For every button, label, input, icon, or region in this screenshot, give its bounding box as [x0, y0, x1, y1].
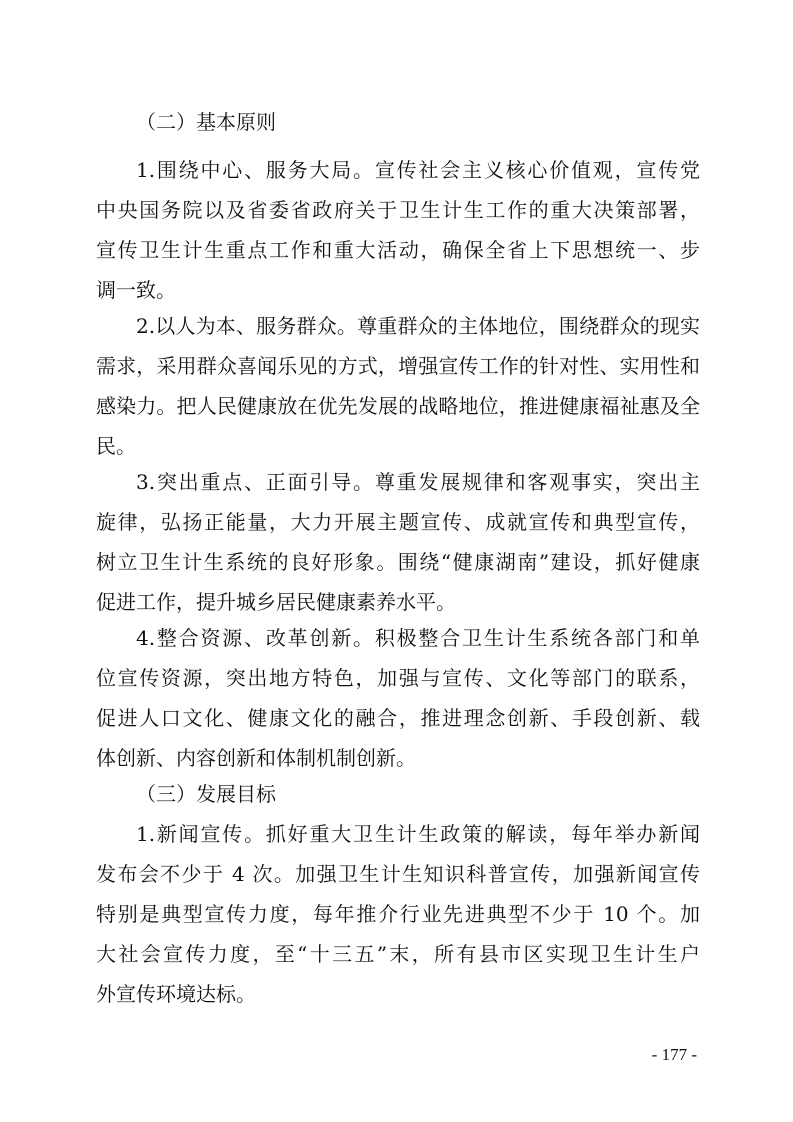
- text-line: 感染力。把人民健康放在优先发展的战略地位，推进健康福祉惠及全: [96, 394, 700, 418]
- text-line: 中央国务院以及省委省政府关于卫生计生工作的重大决策部署，: [96, 198, 700, 222]
- text-line: （三）发展目标: [136, 782, 276, 806]
- text-line: 2.以人为本、服务群众。尊重群众的主体地位，围绕群众的现实: [136, 314, 700, 338]
- text-line: （二）基本原则: [136, 110, 276, 134]
- text-line: 大社会宣传力度，至“十三五”末，所有县市区实现卫生计生户: [96, 942, 700, 966]
- text-line: 3.突出重点、正面引导。尊重发展规律和客观事实，突出主: [136, 470, 700, 494]
- text-line: 外宣传环境达标。: [96, 982, 256, 1006]
- text-line: 宣传卫生计生重点工作和重大活动，确保全省上下思想统一、步: [96, 238, 700, 262]
- text-line: 1.新闻宣传。抓好重大卫生计生政策的解读，每年举办新闻: [136, 822, 700, 846]
- text-line: 1.围绕中心、服务大局。宣传社会主义核心价值观，宣传党: [136, 158, 700, 182]
- text-line: 促进工作，提升城乡居民健康素养水平。: [96, 590, 456, 614]
- text-line: 发布会不少于 4 次。加强卫生计生知识科普宣传，加强新闻宣传: [96, 862, 700, 886]
- text-line: 促进人口文化、健康文化的融合，推进理念创新、手段创新、载: [96, 706, 700, 730]
- text-line: 旋律，弘扬正能量，大力开展主题宣传、成就宣传和典型宣传，: [96, 510, 700, 534]
- text-line: 需求，采用群众喜闻乐见的方式，增强宣传工作的针对性、实用性和: [96, 354, 700, 378]
- text-line: 树立卫生计生系统的良好形象。围绕“健康湖南”建设，抓好健康: [96, 550, 700, 574]
- text-line: 调一致。: [96, 278, 176, 302]
- text-line: 特别是典型宣传力度，每年推介行业先进典型不少于 10 个。加: [96, 902, 700, 926]
- text-line: 民。: [96, 434, 136, 458]
- text-line: 4.整合资源、改革创新。积极整合卫生计生系统各部门和单: [136, 626, 700, 650]
- text-line: 位宣传资源，突出地方特色，加强与宣传、文化等部门的联系，: [96, 666, 700, 690]
- text-line: 体创新、内容创新和体制机制创新。: [96, 746, 416, 770]
- page-number: - 177 -: [651, 1045, 697, 1064]
